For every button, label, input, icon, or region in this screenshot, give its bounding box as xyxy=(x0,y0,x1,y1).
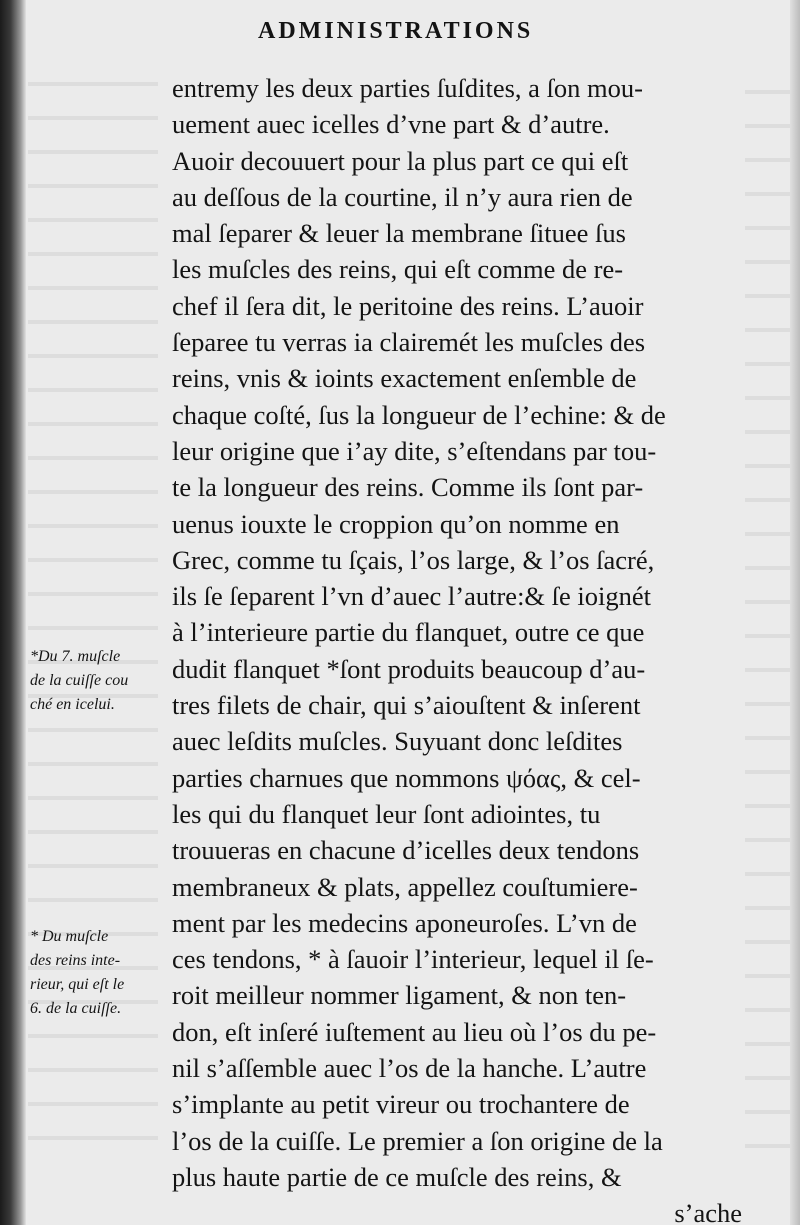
running-head: ADMINISTRATIONS xyxy=(258,18,534,44)
margin-note-line: 6. de la cuiſſe. xyxy=(30,1000,122,1017)
text-line: parties charnues que nommons ψόας, & cel- xyxy=(172,762,641,793)
page-edge xyxy=(790,0,800,1225)
text-line: uenus iouxte le croppion qu’on nomme en xyxy=(172,508,620,539)
text-line: chaque coſté, ſus la longueur de l’echine: & de xyxy=(172,399,666,430)
text-line: chef il ſera dit, le peritoine des reins. L’auoir xyxy=(172,290,644,321)
margin-note-line: des reins inte- xyxy=(30,952,121,969)
margin-note-line: rieur, qui eſt le xyxy=(30,976,125,993)
text-line: uement auec icelles d’vne part & d’autre. xyxy=(172,109,610,140)
text-line: les qui du flanquet leur ſont adiointes, tu xyxy=(172,798,601,829)
text-line: l’os de la cuiſſe. Le premier a ſon origine de la xyxy=(172,1125,663,1156)
binding-gutter-shadow xyxy=(0,0,26,1225)
text-line: ment par les medecins aponeuroſes. L’vn de xyxy=(172,907,637,938)
margin-note xyxy=(30,645,168,717)
margin-note xyxy=(30,925,168,1021)
text-line: entremy les deux parties ſuſdites, a ſon mou- xyxy=(172,73,643,103)
text-line: reins, vnis & ioints exactement enſemble de xyxy=(172,363,637,394)
text-line: tres filets de chair, qui s’aiouſtent & inſerent xyxy=(172,690,641,721)
text-line: plus haute partie de ce muſcle des reins, & xyxy=(172,1161,622,1192)
text-line: trouueras en chacune d’icelles deux tendons xyxy=(172,835,640,866)
text-line: nil s’aſſemble auec l’os de la hanche. L’autre xyxy=(172,1053,647,1084)
text-line: ces tendons, * à ſauoir l’interieur, lequel il ſe- xyxy=(172,944,654,975)
body-text xyxy=(172,70,762,1225)
margin-note-line: * Du muſcle xyxy=(30,928,109,945)
text-line: s’implante au petit vireur ou trochantere de xyxy=(172,1089,630,1120)
text-line: mal ſeparer & leuer la membrane ſituee ſus xyxy=(172,218,626,249)
text-line: don, eſt inſeré iuſtement au lieu où l’os du pe- xyxy=(172,1016,657,1047)
catchword: s’ache xyxy=(674,1198,742,1225)
text-line: membraneux & plats, appellez couſtumiere- xyxy=(172,871,638,902)
text-line: roit meilleur nommer ligament, & non ten- xyxy=(172,980,627,1011)
text-line: Grec, comme tu ſçais, l’os large, & l’os ſacré, xyxy=(172,544,655,575)
text-line: auec leſdits muſcles. Suyuant donc leſdites xyxy=(172,726,623,757)
text-line: ils ſe ſeparent l’vn d’auec l’autre:& ſe ioignét xyxy=(172,581,652,612)
text-line: leur origine que i’ay dite, s’eſtendans par tou- xyxy=(172,435,657,466)
margin-note-line: ché en icelui. xyxy=(30,696,115,713)
text-line: au deſſous de la courtine, il n’y aura rien de xyxy=(172,181,633,212)
text-line: te la longueur des reins. Comme ils ſont par- xyxy=(172,472,644,503)
text-line: à l’interieure partie du flanquet, outre ce que xyxy=(172,617,645,648)
text-line: dudit flanquet *ſont produits beaucoup d’au- xyxy=(172,653,646,684)
margin-note-line: de la cuiſſe cou xyxy=(30,672,129,689)
text-line: Auoir decouuert pour la plus part ce qui eſt xyxy=(172,145,629,176)
margin-note-line: *Du 7. muſcle xyxy=(30,648,121,665)
text-line: les muſcles des reins, qui eſt comme de re- xyxy=(172,254,624,285)
text-line: ſeparee tu verras ia clairemét les muſcles des xyxy=(172,327,646,358)
